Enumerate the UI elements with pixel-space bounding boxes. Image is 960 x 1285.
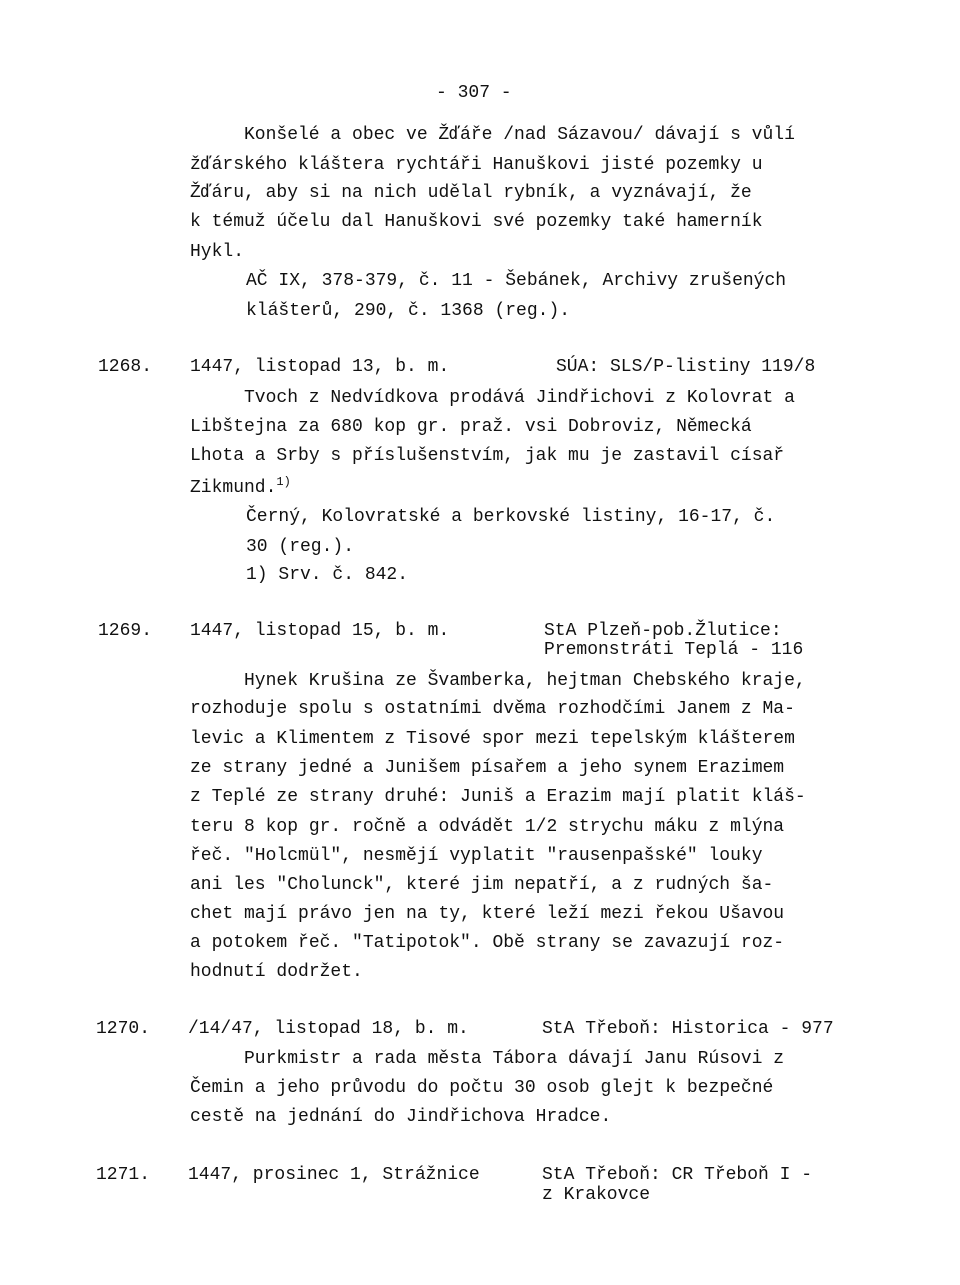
entry-archive: SÚA: SLS/P-listiny 119/8 xyxy=(556,357,816,377)
page-number: - 307 - xyxy=(436,83,512,103)
footnote-mark: 1) xyxy=(276,475,291,489)
intro-line: Konšelé a obec ve Žďáře /nad Sázavou/ dávají s vůlí xyxy=(244,125,795,145)
entry-date: 1447, prosinec 1, Strážnice xyxy=(188,1165,480,1185)
entry-body-text: Zikmund. xyxy=(190,478,277,498)
entry-body-line: teru 8 kop gr. ročně a odvádět 1/2 strychu máku z mlýna xyxy=(190,817,785,837)
intro-ref: AČ IX, 378-379, č. 11 - Šebánek, Archivy zrušených xyxy=(246,271,787,291)
entry-body-line: řeč. "Holcmül", nesmějí vyplatit "rausenpašské" louky xyxy=(190,846,763,866)
entry-body-line: Hynek Krušina ze Švamberka, hejtman Chebského kraje, xyxy=(244,671,806,691)
intro-line: Žďáru, aby si na nich udělal rybník, a vyznávají, že xyxy=(190,183,752,203)
entry-body-line: ani les "Cholunck", které jim nepatří, a z rudných ša- xyxy=(190,875,774,895)
intro-line: k témuž účelu dal Hanuškovi své pozemky také hamerník xyxy=(190,212,763,232)
entry-body-line: Tvoch z Nedvídkova prodává Jindřichovi z Kolovrat a xyxy=(244,388,795,408)
entry-ref: 30 (reg.). xyxy=(246,537,355,557)
entry-number: 1268. xyxy=(98,357,153,377)
intro-line: Hykl. xyxy=(190,242,245,262)
entry-date: 1447, listopad 13, b. m. xyxy=(190,357,450,377)
intro-ref: klášterů, 290, č. 1368 (reg.). xyxy=(246,301,571,321)
entry-number: 1269. xyxy=(98,621,153,641)
entry-body-line: chet mají právo jen na ty, které leží mezi řekou Ušavou xyxy=(190,904,785,924)
entry-ref: 1) Srv. č. 842. xyxy=(246,565,409,585)
entry-body-line: Purkmistr a rada města Tábora dávají Janu Rúsovi z xyxy=(244,1049,785,1069)
entry-body-line: z Teplé ze strany druhé: Juniš a Erazim mají platit kláš- xyxy=(190,787,806,807)
entry-archive: StA Třeboň: CR Třeboň I - xyxy=(542,1165,813,1185)
entry-number: 1271. xyxy=(96,1165,151,1185)
entry-body-line: rozhoduje spolu s ostatními dvěma rozhodčími Janem z Ma- xyxy=(190,699,795,719)
entry-body-line: Čemin a jeho průvodu do počtu 30 osob glejt k bezpečné xyxy=(190,1078,774,1098)
entry-body-line: Lhota a Srby s příslušenstvím, jak mu je zastavil císař xyxy=(190,446,785,466)
entry-number: 1270. xyxy=(96,1019,151,1039)
entry-body-line: levic a Klimentem z Tisové spor mezi tepelským klášterem xyxy=(190,729,795,749)
entry-body-line: hodnutí dodržet. xyxy=(190,962,363,982)
entry-archive: StA Třeboň: Historica - 977 xyxy=(542,1019,834,1039)
entry-date: 1447, listopad 15, b. m. xyxy=(190,621,450,641)
entry-body-line xyxy=(190,476,291,497)
intro-line: žďárského kláštera rychtáři Hanuškovi jisté pozemky u xyxy=(190,155,763,175)
entry-archive: StA Plzeň-pob.Žlutice: xyxy=(544,621,782,641)
entry-date: /14/47, listopad 18, b. m. xyxy=(188,1019,469,1039)
entry-body-line: a potokem řeč. "Tatipotok". Obě strany se zavazují roz- xyxy=(190,933,785,953)
entry-body-line: cestě na jednání do Jindřichova Hradce. xyxy=(190,1107,612,1127)
entry-body-line: ze strany jedné a Junišem písařem a jeho synem Erazimem xyxy=(190,758,785,778)
entry-archive: z Krakovce xyxy=(542,1185,651,1205)
entry-body-line: Libštejna za 680 kop gr. praž. vsi Dobroviz, Německá xyxy=(190,417,752,437)
entry-ref: Černý, Kolovratské a berkovské listiny, 16-17, č. xyxy=(246,507,776,527)
entry-archive: Premonstráti Teplá - 116 xyxy=(544,640,804,660)
